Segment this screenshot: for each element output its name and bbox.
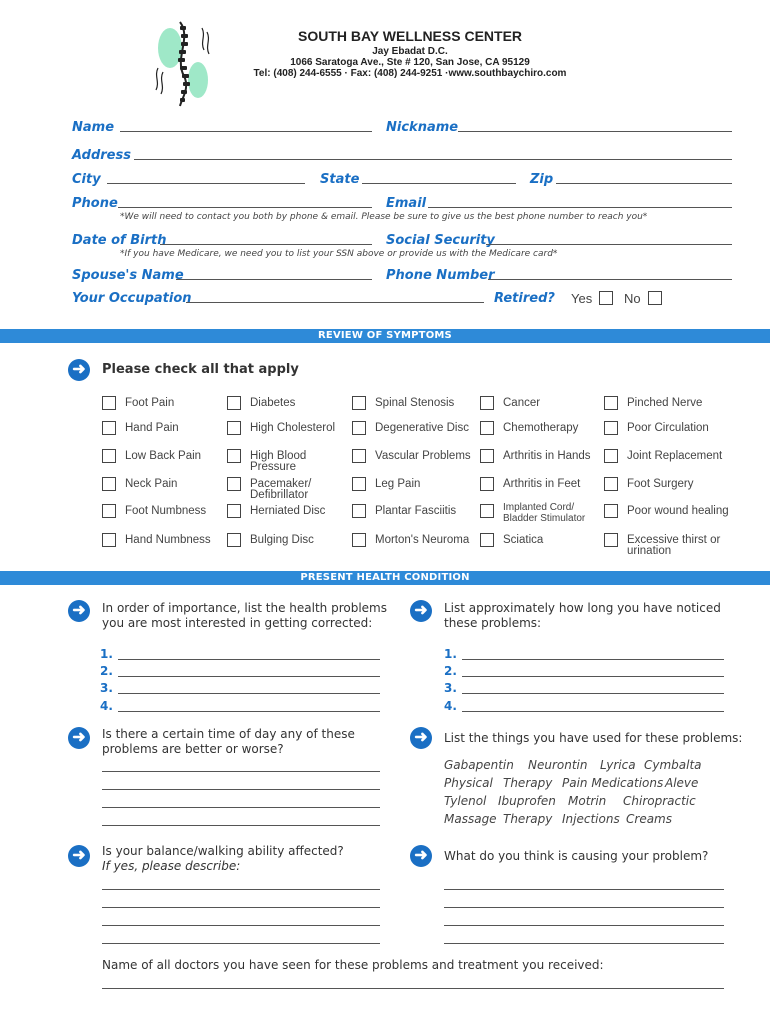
arrow-right-icon: ➜: [410, 845, 432, 867]
symptom-label: Excessive thirst or urination: [627, 534, 721, 557]
symptom-label: Herniated Disc: [250, 505, 326, 517]
symptom-label: Neck Pain: [125, 478, 178, 490]
retired-yes-label: Yes: [571, 291, 593, 306]
zip-label: Zip: [530, 172, 554, 187]
symptom-checkbox[interactable]: [604, 504, 618, 518]
symptom-checkbox[interactable]: [352, 504, 366, 518]
check-all-prompt: Please check all that apply: [102, 362, 299, 377]
treatment-item: Motrin: [568, 794, 607, 808]
treatment-item: Injections: [562, 812, 620, 826]
cause-line-1[interactable]: [444, 889, 724, 890]
symptom-checkbox[interactable]: [227, 504, 241, 518]
list-number: 2.: [444, 664, 457, 678]
symptom-label: Sciatica: [503, 534, 544, 546]
treatment-item: Creams: [626, 812, 672, 826]
cause-line-3[interactable]: [444, 925, 724, 926]
treatment-item: Gabapentin: [444, 758, 514, 772]
arrow-right-icon: ➜: [410, 727, 432, 749]
symptom-label: Foot Surgery: [627, 478, 694, 490]
symptom-checkbox[interactable]: [352, 533, 366, 547]
symptom-label: High Cholesterol: [250, 422, 336, 434]
list-number: 4.: [100, 699, 113, 713]
treatment-item: Chiropractic: [623, 794, 696, 808]
symptom-checkbox[interactable]: [604, 396, 618, 410]
symptom-label: Pacemaker/ Defibrillator: [250, 478, 312, 501]
retired-label: Retired?: [494, 291, 555, 306]
symptom-label: Arthritis in Feet: [503, 478, 581, 490]
question-cause: What do you think is causing your problem?: [444, 849, 709, 863]
symptom-label: Spinal Stenosis: [375, 397, 455, 409]
symptom-label: Bulging Disc: [250, 534, 314, 546]
occupation-label: Your Occupation: [72, 291, 192, 306]
symptom-checkbox[interactable]: [352, 396, 366, 410]
time-of-day-line-1[interactable]: [102, 771, 380, 772]
symptom-checkbox[interactable]: [102, 449, 116, 463]
symptom-label: Morton's Neuroma: [375, 534, 470, 546]
symptom-checkbox[interactable]: [352, 449, 366, 463]
problem-line[interactable]: [118, 711, 380, 712]
symptom-label: Implanted Cord/ Bladder Stimulator: [503, 502, 586, 524]
symptom-checkbox[interactable]: [227, 449, 241, 463]
symptom-checkbox[interactable]: [480, 504, 494, 518]
name-label: Name: [72, 120, 115, 135]
symptom-checkbox[interactable]: [352, 477, 366, 491]
arrow-right-icon: ➜: [68, 600, 90, 622]
doctors-line[interactable]: [102, 988, 724, 989]
balance-line-4[interactable]: [102, 943, 380, 944]
email-field[interactable]: [428, 207, 732, 208]
treatment-item: Tylenol: [444, 794, 487, 808]
symptom-checkbox[interactable]: [480, 477, 494, 491]
clinic-address: 1066 Saratoga Ave., Ste # 120, San Jose, CA 95129: [290, 57, 530, 68]
treatment-item: Cymbalta: [644, 758, 702, 772]
cause-line-2[interactable]: [444, 907, 724, 908]
treatment-item: Physical: [444, 776, 493, 790]
symptom-checkbox[interactable]: [352, 421, 366, 435]
symptom-checkbox[interactable]: [102, 421, 116, 435]
symptom-checkbox[interactable]: [480, 533, 494, 547]
symptom-label: Pinched Nerve: [627, 397, 703, 409]
treatment-item: Lyrica: [600, 758, 636, 772]
symptom-checkbox[interactable]: [604, 421, 618, 435]
treatment-item: Therapy: [503, 776, 553, 790]
balance-line-1[interactable]: [102, 889, 380, 890]
question-doctors: Name of all doctors you have seen for these problems and treatment you received:: [102, 958, 604, 972]
nickname-field[interactable]: [458, 131, 732, 132]
symptom-label: Low Back Pain: [125, 450, 202, 462]
address-field[interactable]: [134, 159, 732, 160]
contact-note: *We will need to contact you both by phone & email. Please be sure to give us the best phone number to reach you*: [120, 212, 648, 222]
dob-field[interactable]: [160, 244, 372, 245]
address-label: Address: [72, 148, 131, 163]
arrow-right-icon: ➜: [68, 845, 90, 867]
symptom-checkbox[interactable]: [227, 533, 241, 547]
treatment-item: Therapy: [503, 812, 553, 826]
arrow-right-icon: ➜: [68, 359, 90, 381]
symptom-label: Cancer: [503, 397, 541, 409]
symptom-checkbox[interactable]: [227, 477, 241, 491]
symptom-checkbox[interactable]: [604, 477, 618, 491]
clinic-contact: Tel: (408) 244-6555 · Fax: (408) 244-9251 ·www.southbaychiro.com: [253, 68, 567, 79]
name-field[interactable]: [120, 131, 372, 132]
symptom-checkbox[interactable]: [480, 396, 494, 410]
ssn-field[interactable]: [486, 244, 732, 245]
list-number: 3.: [100, 681, 113, 695]
symptom-label: High Blood Pressure: [250, 450, 307, 473]
symptom-label: Plantar Fasciitis: [375, 505, 457, 517]
symptom-label: Foot Pain: [125, 397, 175, 409]
nickname-label: Nickname: [386, 120, 459, 135]
symptom-checkbox[interactable]: [604, 533, 618, 547]
symptom-checkbox[interactable]: [604, 449, 618, 463]
symptom-label: Vascular Problems: [375, 450, 471, 462]
symptom-label: Poor Circulation: [627, 422, 709, 434]
question-problems: In order of importance, list the health problems you are most interested in getting corrected:: [102, 601, 387, 630]
symptom-label: Foot Numbness: [125, 505, 207, 517]
state-label: State: [320, 172, 360, 187]
question-time-of-day: Is there a certain time of day any of these problems are better or worse?: [102, 727, 355, 756]
symptom-checkbox[interactable]: [102, 504, 116, 518]
time-of-day-line-3[interactable]: [102, 807, 380, 808]
medicare-note: *If you have Medicare, we need you to list your SSN above or provide us with the Medicare card*: [120, 249, 558, 259]
symptom-checkbox[interactable]: [480, 421, 494, 435]
problem-line[interactable]: [118, 693, 380, 694]
zip-field[interactable]: [556, 183, 732, 184]
treatment-item: Ibuprofen: [498, 794, 556, 808]
email-label: Email: [386, 196, 427, 211]
treatment-item: Neurontin: [528, 758, 588, 772]
occupation-field[interactable]: [186, 302, 484, 303]
symptom-label: Diabetes: [250, 397, 296, 409]
ssn-label: Social Security: [386, 233, 495, 248]
balance-line-3[interactable]: [102, 925, 380, 926]
clinic-name: SOUTH BAY WELLNESS CENTER: [297, 28, 523, 44]
symptom-label: Hand Pain: [125, 422, 179, 434]
question-balance: Is your balance/walking ability affected?: [102, 844, 344, 858]
state-field[interactable]: [362, 183, 516, 184]
duration-line[interactable]: [462, 693, 724, 694]
treatment-item: Pain Medications: [562, 776, 664, 790]
list-number: 1.: [100, 647, 113, 661]
retired-yes-checkbox[interactable]: [599, 291, 613, 305]
arrow-right-icon: ➜: [410, 600, 432, 622]
symptom-checkbox[interactable]: [102, 533, 116, 547]
list-number: 1.: [444, 647, 457, 661]
city-field[interactable]: [107, 183, 305, 184]
dob-label: Date of Birth: [72, 233, 167, 248]
symptom-label: Arthritis in Hands: [503, 450, 591, 462]
time-of-day-line-4[interactable]: [102, 825, 380, 826]
symptom-checkbox[interactable]: [227, 396, 241, 410]
doctor-name: Jay Ebadat D.C.: [372, 46, 448, 57]
cause-line-4[interactable]: [444, 943, 724, 944]
list-number: 3.: [444, 681, 457, 695]
spouse-label: Spouse's Name: [72, 268, 184, 283]
balance-line-2[interactable]: [102, 907, 380, 908]
present-section-bar: PRESENT HEALTH CONDITION: [0, 571, 770, 585]
list-number: 4.: [444, 699, 457, 713]
symptom-checkbox[interactable]: [102, 477, 116, 491]
symptom-label: Chemotherapy: [503, 422, 579, 434]
phone-number-label: Phone Number: [386, 268, 495, 283]
symptom-label: Hand Numbness: [125, 534, 211, 546]
symptom-label: Joint Replacement: [627, 450, 723, 462]
symptom-checkbox[interactable]: [480, 449, 494, 463]
review-section-bar: REVIEW OF SYMPTOMS: [0, 329, 770, 343]
symptom-label: Poor wound healing: [627, 505, 729, 517]
symptom-label: Degenerative Disc: [375, 422, 469, 434]
phone-field[interactable]: [118, 207, 372, 208]
duration-line[interactable]: [462, 676, 724, 677]
problem-line[interactable]: [118, 676, 380, 677]
duration-line[interactable]: [462, 711, 724, 712]
list-number: 2.: [100, 664, 113, 678]
symptom-checkbox[interactable]: [227, 421, 241, 435]
phone-label: Phone: [72, 196, 118, 211]
phone-number-field[interactable]: [488, 279, 732, 280]
spouse-field[interactable]: [176, 279, 372, 280]
question-things-used: List the things you have used for these problems:: [444, 731, 743, 745]
duration-line[interactable]: [462, 659, 724, 660]
time-of-day-line-2[interactable]: [102, 789, 380, 790]
city-label: City: [72, 172, 101, 187]
treatment-item: Aleve: [665, 776, 699, 790]
treatment-item: Massage: [444, 812, 497, 826]
symptom-label: Leg Pain: [375, 478, 421, 490]
symptom-checkbox[interactable]: [102, 396, 116, 410]
retired-no-label: No: [624, 291, 641, 306]
arrow-right-icon: ➜: [68, 727, 90, 749]
question-duration: List approximately how long you have noticed these problems:: [444, 601, 721, 630]
problem-line[interactable]: [118, 659, 380, 660]
question-balance-describe: If yes, please describe:: [102, 859, 241, 873]
retired-no-checkbox[interactable]: [648, 291, 662, 305]
